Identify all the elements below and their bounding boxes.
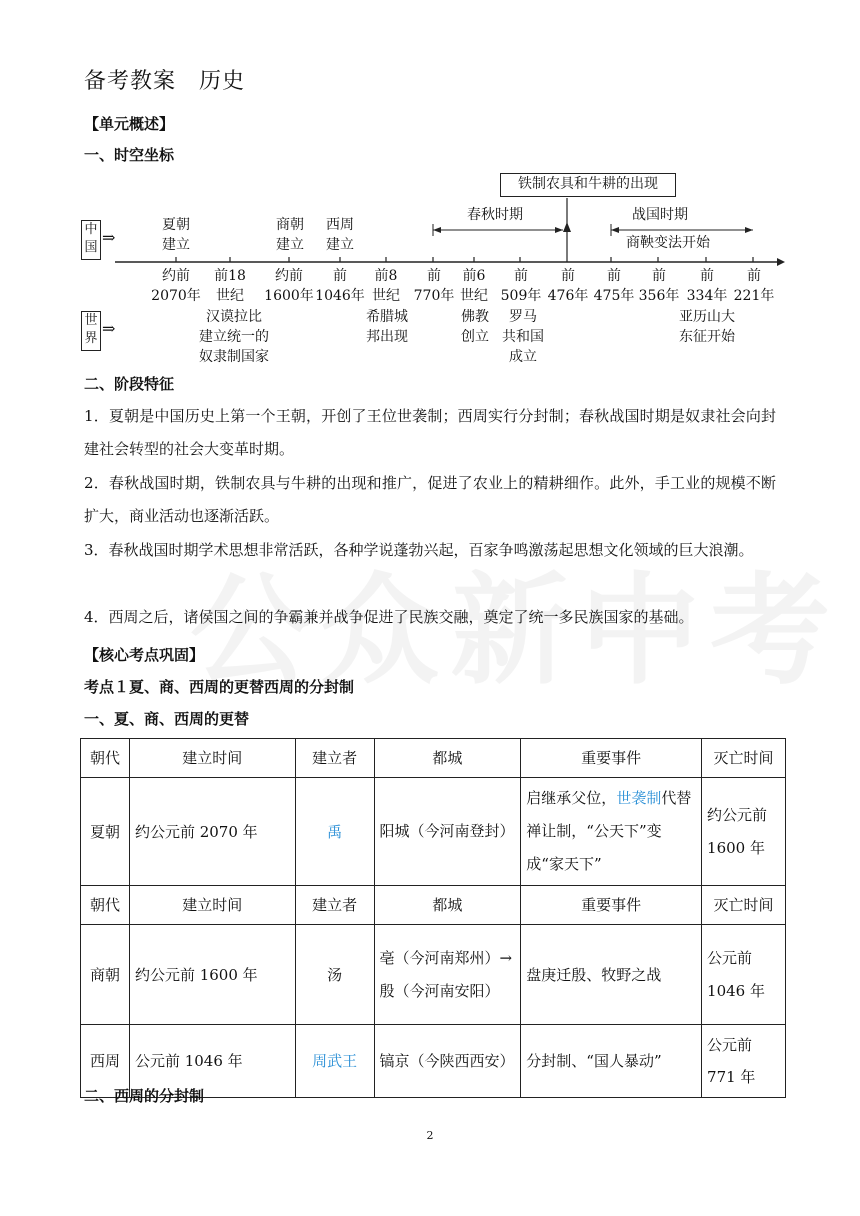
paragraph: 2．春秋战国时期，铁制农具与牛耕的出现和推广，促进了农业上的精耕细作。此外，手工业的规模不断扩大，商业活动也逐渐活跃。 [84,474,776,525]
tick-label: 约前 1600年 [264,268,314,304]
dynasty-cell: 商朝 [81,925,130,1025]
event-cell: 启继承父位，世袭制代替禅让制，“公天下”变成“家天下” [521,778,702,886]
page-number: 2 [426,1129,434,1142]
dynasty-cell: 夏朝 [81,778,130,886]
tick-label: 前8 世纪 [372,268,400,304]
header-cell: 朝代 [81,886,130,925]
tick-label: 前 770年 [413,268,455,304]
tick-label: 前 476年 [547,268,589,304]
tick-label: 前18 世纪 [214,268,246,304]
dynasty-table [80,738,786,1098]
header-cell: 重要事件 [521,739,702,778]
end-cell: 公元前 771 年 [702,1025,786,1098]
header-cell: 都城 [374,886,521,925]
founder-cell: 禹 [295,778,374,886]
world-event: 希腊城 邦出现 [366,309,408,345]
world-event: 佛教 创立 [461,309,489,345]
world-arrow-icon: ⇒ [102,319,116,338]
iron-tools-box: 铁制农具和牛耕的出现 [500,173,676,197]
section-features-heading: 二、阶段特征 [84,375,175,393]
header-cell: 朝代 [81,739,130,778]
sub-heading: 二、西周的分封制 [84,1087,205,1105]
page-header: 备考教案 历史 [84,69,246,94]
capital-cell: 亳（今河南郑州）→殷（今河南安阳） [374,925,521,1025]
table-row [81,925,786,1025]
chunqiu-label: 春秋时期 [467,207,523,223]
china-label: 中 国 [81,220,101,260]
zhanguo-label: 战国时期 [632,207,688,223]
table-header-row [81,886,786,925]
header-cell: 建立时间 [129,739,295,778]
tick-label: 前 1046年 [315,268,365,304]
time-cell: 约公元前 2070 年 [129,778,295,886]
paragraph: 1．夏朝是中国历史上第一个王朝，开创了王位世袭制；西周实行分封制；春秋战国时期是奴隶社会向封建社会转型的社会大变革时期。 [84,407,776,458]
world-event: 汉谟拉比 建立统一的 奴隶制国家 [199,309,269,365]
world-event: 罗马 共和国 成立 [502,309,544,365]
china-event: 商朝 建立 [276,217,304,253]
dynasty-cell: 西周 [81,1025,130,1098]
header-cell: 建立者 [295,739,374,778]
tick-label: 前 334年 [686,268,728,304]
table-header-row [81,739,786,778]
paragraph: 4．西周之后，诸侯国之间的争霸兼并战争促进了民族交融，奠定了统一多民族国家的基础。 [84,608,694,626]
tick-label: 前 475年 [593,268,635,304]
tick-label: 约前 2070年 [151,268,201,304]
china-event: 夏朝 建立 [162,217,190,253]
tick-label: 前 509年 [500,268,542,304]
paragraph: 3．春秋战国时期学术思想非常活跃，各种学说蓬勃兴起，百家争鸣激荡起思想文化领域的巨大浪潮。 [84,541,754,559]
shangyang-label: 商鞅变法开始 [626,235,710,251]
china-event: 西周 建立 [326,217,354,253]
founder-cell: 周武王 [295,1025,374,1098]
sub-heading: 一、夏、商、西周的更替 [84,710,250,728]
capital-cell: 阳城（今河南登封） [374,778,521,886]
tick-label: 前 221年 [733,268,775,304]
header-cell: 重要事件 [521,886,702,925]
table-row [81,778,786,886]
header-cell: 都城 [374,739,521,778]
header-cell: 灭亡时间 [702,739,786,778]
header-cell: 建立者 [295,886,374,925]
end-cell: 约公元前 1600 年 [702,778,786,886]
section-timeline-heading: 一、时空坐标 [84,146,175,164]
header-cell: 建立时间 [129,886,295,925]
founder-cell: 汤 [295,925,374,1025]
tick-label: 前6 世纪 [460,268,488,304]
time-cell: 公元前 1046 年 [129,1025,295,1098]
tick-label: 前 356年 [638,268,680,304]
kaodian-heading: 考点１夏、商、西周的更替西周的分封制 [84,678,355,696]
world-event: 亚历山大 东征开始 [679,309,735,345]
world-label: 世 界 [81,311,101,351]
unit-overview-heading: 【单元概述】 [84,115,175,133]
header-cell: 灭亡时间 [702,886,786,925]
event-cell: 盘庚迁殷、牧野之战 [521,925,702,1025]
end-cell: 公元前 1046 年 [702,925,786,1025]
hereditary-term: 世袭制 [616,789,662,807]
capital-cell: 镐京（今陕西西安） [374,1025,521,1098]
china-arrow-icon: ⇒ [102,228,116,247]
core-heading: 【核心考点巩固】 [84,646,205,664]
time-cell: 约公元前 1600 年 [129,925,295,1025]
event-cell: 分封制、“国人暴动” [521,1025,702,1098]
